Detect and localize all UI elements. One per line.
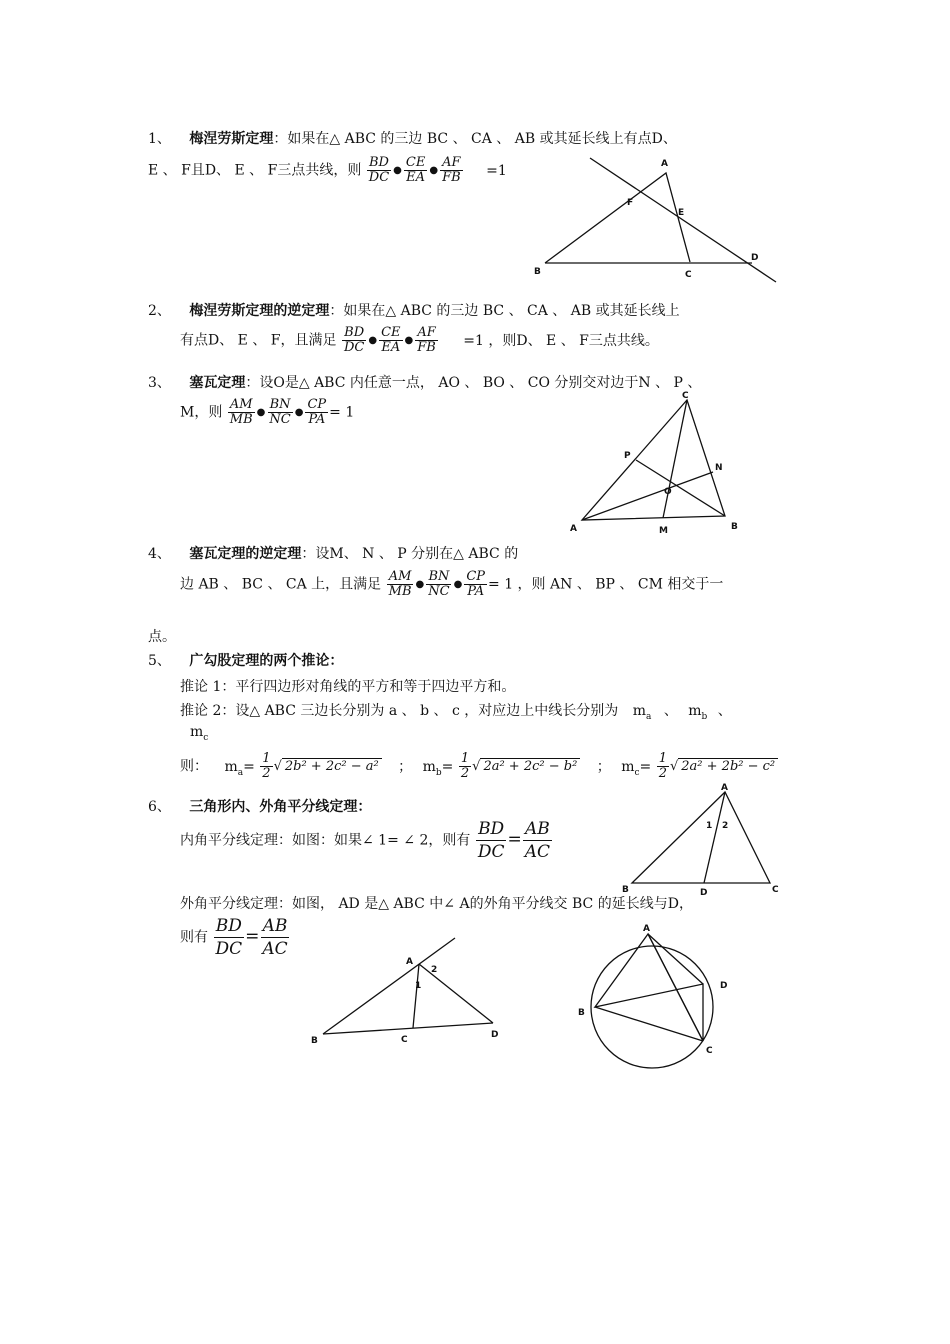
median-a: $m_a$ [632,703,652,722]
label-b: B [311,1036,318,1046]
section-number: 4、 [148,546,171,562]
fraction-bd-dc: $\frac{BD}{DC}$ [343,325,365,355]
theorem-text: M，则 [180,404,223,421]
label-o: O [664,487,672,497]
formula-ma: $m_a=$ $\frac{1}{2}$ √ 2b² + 2c² − a² [224,759,386,775]
outer-bisector-line-2: 则有 $\frac{BD}{DC}$ = $\frac{AB}{AC}$ [180,916,288,959]
corollary-2-text: 推论 2：设△ ABC 三边长分别为 a 、 b 、 c ，对应边上中线长分别为 [180,703,619,719]
outer-bisector-text: 则有 [180,929,208,946]
fraction-ce-ea: $\frac{CE}{EA}$ [405,155,426,185]
label-c: C [685,270,692,280]
label-b: B [622,885,629,895]
inner-bisector-text: 内角平分线定理：如图：如果∠ 1= ∠ 2，则有 [180,832,471,849]
median-formulas [180,752,778,781]
label-b: B [578,1008,585,1018]
colon: ： [245,375,260,391]
cyclic-quadrilateral-figure [570,920,740,1070]
theorem-text: 设O是△ ABC 内任意一点， AO 、 BO 、 CO 分别交对边于N 、 P 、 [259,375,702,391]
theorem-text: E 、 F且D、 E 、 F三点共线，则 [148,162,362,179]
theorem-text: 有点D、 E 、 F，且满足 [180,332,337,349]
label-d: D [491,1030,499,1040]
label-f: F [627,198,634,208]
ceva-figure [560,388,750,536]
outer-bisector-line-1: 外角平分线定理：如图， AD 是△ ABC 中∠ A的外角平分线交 BC 的延长线与D， [180,896,693,912]
label-b: B [534,267,541,277]
label-b: B [731,522,738,532]
corollary-1: 推论 1：平行四边形对角线的平方和等于四边平方和。 [180,679,516,695]
angle-2: 2 [722,821,729,831]
median-c: $m_c$ [190,724,209,743]
conclusion: = 1 ，则 AN 、 BP 、 CM 相交于一 [488,576,724,593]
fraction-cp-pa: $\frac{CP}{PA}$ [307,397,327,427]
theorem-title: 广勾股定理的两个推论 [189,653,330,669]
angle-2: 2 [431,965,438,975]
section-number: 3、 [148,375,171,391]
section-4-line-2: 边 AB 、 BC 、 CA 上，且满足 $\frac{AM}{MB}$ ● $\frac{BN}{NC}$ ● $\frac{CP}{PA}$ = 1 ，则 AN 、 BP 、 CM 相交于一 [180,569,724,599]
inner-bisector-theorem: 内角平分线定理：如图：如果∠ 1= ∠ 2，则有 $\frac{BD}{DC}$ = $\frac{AB}{AC}$ [180,819,550,862]
angle-1: 1 [415,981,422,991]
semicolon: ； [398,758,413,775]
label-c: C [706,1046,713,1056]
colon: ： [357,799,372,815]
section-number: 1、 [148,131,171,147]
semicolon: ； [596,758,611,775]
theorem-title: 塞瓦定理 [189,375,246,391]
equals-one: = 1 [329,404,355,421]
theorem-title: 梅涅劳斯定理的逆定理 [189,303,330,319]
fraction-bn-nc: $\frac{BN}{NC}$ [269,397,291,427]
theorem-text: 如果在△ ABC 的三边 BC 、 CA 、 AB 或其延长线上有点D、 [287,131,677,147]
section-5-heading [148,650,343,670]
section-1-line-2: E 、 F且D、 E 、 F三点共线，则 $\frac{BD}{DC}$ ● $\frac{CE}{EA}$ ● $\frac{AF}{FB}$ =1 [148,155,507,185]
section-4-line-3: 点。 [148,629,176,645]
angle-1: 1 [706,821,713,831]
fraction-cp-pa: $\frac{CP}{PA}$ [466,569,486,599]
label-a: A [570,524,577,534]
section-4-line-1 [148,543,518,563]
label-c: C [682,391,689,401]
menelaus-figure [530,150,790,285]
label-d: D [720,981,728,991]
section-number: 2、 [148,303,171,319]
theorem-text: 如果在△ ABC 的三边 BC 、 CA 、 AB 或其延长线上 [343,303,680,319]
inner-bisector-figure [620,780,790,898]
separator: 、 [717,703,732,719]
conclusion: =1 ，则D、 E 、 F三点共线。 [463,332,659,349]
fraction-bd-dc: $\frac{BD}{DC}$ [477,819,505,862]
fraction-am-mb: $\frac{AM}{MB}$ [229,397,253,427]
theorem-title: 梅涅劳斯定理 [189,131,274,147]
then-label: 则： [180,758,208,775]
label-e: E [678,208,685,218]
fraction-ce-ea: $\frac{CE}{EA}$ [381,325,401,355]
label-n: N [715,463,723,473]
fraction-af-fb: $\frac{AF}{FB}$ [442,155,461,185]
label-a: A [643,924,650,934]
label-d: D [700,888,708,898]
colon: ： [273,131,288,147]
label-a: A [406,957,413,967]
theorem-text: 边 AB 、 BC 、 CA 上，且满足 [180,576,382,593]
label-m: M [659,526,668,536]
theorem-text: 设M、 N 、 P 分别在△ ABC 的 [315,546,519,562]
section-1-line-1 [148,128,677,148]
section-3-line-2: M，则 $\frac{AM}{MB}$ ● $\frac{BN}{NC}$ ● $\frac{CP}{PA}$ = 1 [180,397,355,427]
fraction-ab-ac: $\frac{AB}{AC}$ [262,916,288,959]
fraction-af-fb: $\frac{AF}{FB}$ [417,325,436,355]
fraction-ab-ac: $\frac{AB}{AC}$ [524,819,550,862]
label-a: A [721,783,728,793]
fraction-am-mb: $\frac{AM}{MB}$ [388,569,412,599]
label-c: C [401,1035,408,1045]
formula-mc: $m_c=$ $\frac{1}{2}$ √ 2a² + 2b² − c² [621,759,778,775]
separator: 、 [663,703,678,719]
outer-bisector-figure [305,930,505,1050]
fraction-bd-dc: $\frac{BD}{DC}$ [368,155,390,185]
label-p: P [624,451,631,461]
section-number: 5、 [148,653,171,669]
section-2-line-2: 有点D、 E 、 F，且满足 $\frac{BD}{DC}$ ● $\frac{CE}{EA}$ ● $\frac{AF}{FB}$ =1 ，则D、 E 、 F三点共线。 [180,325,659,355]
median-b: $m_b$ [688,703,708,722]
colon: ： [329,653,344,669]
formula-mb: $m_b=$ $\frac{1}{2}$ √ 2a² + 2c² − b² [423,759,585,775]
section-2-line-1 [148,300,680,320]
label-c: C [772,885,779,895]
theorem-title: 三角形内、外角平分线定理 [189,799,358,815]
label-d: D [751,253,759,263]
section-number: 6、 [148,799,171,815]
colon: ： [301,546,316,562]
colon: ： [329,303,344,319]
theorem-title: 塞瓦定理的逆定理 [189,546,302,562]
label-a: A [661,159,668,169]
section-6-heading [148,796,371,816]
corollary-2 [180,700,732,722]
fraction-bd-dc: $\frac{BD}{DC}$ [215,916,243,959]
fraction-bn-nc: $\frac{BN}{NC}$ [428,569,450,599]
equals-one: =1 [486,162,507,179]
